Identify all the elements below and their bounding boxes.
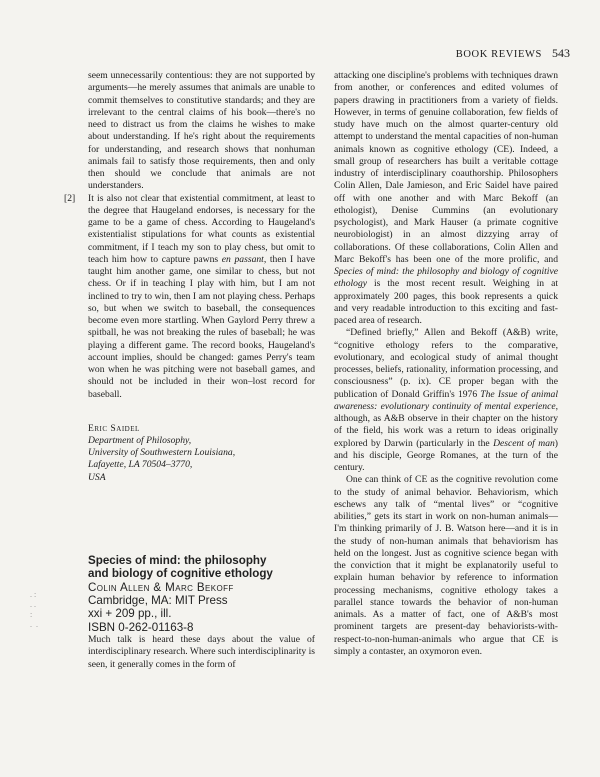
review-heading [88,554,315,634]
footnote-text-b: , then I have taught him another game, one similar to chess, but not chess. Or if in teaching I play with him, but I am not inclined to try to win, then I am not playing chess. Perhaps so, but when we switch to baseball, the consequences become even more startling. When Gaylord Perry threw a spitball, he was not breaking the rules of baseball; he was playing a different game. The record books, Haugeland's account implies, should be changed: games Perry's team won when he was pitching were not baseball games, and should not be included in their won–lost record for baseball. [88,253,315,400]
right-paragraph-1 [334,70,558,327]
footnote-text-a: It is also not clear that existential commitment, at least to the degree that Haugeland endorses, is necessary for the game to be a game of chess. According to Haugeland's existentialist stipulations for what counts as existential commitment, if I teach my son to play chess, but omit to teach him how to capture pawns [88,192,315,265]
book-publisher: Cambridge, MA: MIT Press [88,593,228,607]
margin-marks: . : . . : . . [30,590,38,629]
footnote-number: [2] [64,192,76,204]
right-p2-text-a: “Defined briefly,” Allen and Bekoff (A&B) write, “cognitive ethology refers to the comparative, evolutionary, and ecological study of animal thought processes, beliefs, rationality, information processing, and consciousness” (p. ix). CE proper began with the publication of Donald Griffin's 1976 [334,327,558,400]
footnote-italic: en passant [221,253,264,265]
right-p2-text-c: ) and his disciple, George Romanes, at the turn of the century. [334,437,558,473]
author-name: Eric Saidel [88,422,140,434]
right-p1-text-a: attacking one discipline's problems with techniques drawn from another, or conferences and edited volumes of papers drawing in practitioners from a variety of fields. However, in terms of genuine collaboration, few fields of study have much on the almost quarter-century old attempt to understand the mental capacities of non-human animals known as cognitive ethology (CE). Indeed, a small group of researchers has built a veritable cottage industry of interdisciplinary coauthorship. Philosophers Colin Allen, Dale Jamieson, and Eric Saidel have paired off with one another and with Marc Bekoff (an ethologist), Denise Cummins (an evolutionary psychologist), and Mark Hauser (a primate cognitive neurobiologist) in an almost dizzying array of collaborations. Of these collaborations, Colin Allen and Marc Bekoff's has been one of the more prolific, and [334,70,558,265]
book-isbn: ISBN 0-262-01163-8 [88,620,194,634]
city: Lafayette, LA 70504–3770, [88,459,193,471]
page-number: 543 [552,46,570,60]
footnote-2 [64,192,315,401]
left-paragraph-1: seem unnecessarily contentious: they are not supported by arguments—he merely assumes that animals are unable to commit themselves to constitutive standards; and they are irrelevant to the central claims of his book—there's no need to distract us from the claims he wishes to make about understanding. If he's right about the requirements for understanding, and research shows that nonhuman animals fail to satisfy those requirements, then and only then should we conclude that animals are not understanders. [88,70,315,192]
right-p1-text-b: is the most recent result. Weighing in at approximately 200 pages, this book represents a quick and very readable introduction to this exciting and fast-paced area of research. [334,278,558,326]
section-title: BOOK REVIEWS [455,49,542,60]
griffin-title-italic: The Issue of animal awareness: evolutionary continuity of mental experience [334,388,558,412]
right-paragraph-3: One can think of CE as the cognitive revolution come to the study of animal behavior. Behaviorism, which eschews any talk of “mental lives” or “cognitive abilities,” gets its start in work on non-human animals—I'm thinking primarily of J. B. Watson here—and it is in the study of non-human animals that behaviorism has held on the longest. Just as cognitive science began with the conviction that it might be explanatorily useful to explain human behavior by reference to information processing mechanisms, cognitive ethology takes a parallel stance towards the behavior of non-human animals. As a matter of fact, one of A&B's most prominent targets are present-day behaviorists-with-respect-to-non-human-animals who argue that CE is simply a contaster, an oxymoron even. [334,474,558,657]
book-title-line-1: Species of mind: the philosophy [88,553,267,567]
book-authors: Colin Allen & Marc Bekoff [88,580,234,594]
book-pages: xxi + 209 pp., ill. [88,607,172,621]
book-title-italic: Species of mind: the philosophy and biology of cognitive ethology [334,266,558,290]
right-p2-text-b: , although, as A&B observe in their chapter on the history of the field, his work was a return to ideas originally explored by Darwin (particularly in the [334,400,558,449]
left-column [64,70,315,671]
review-intro: Much talk is heard these days about the value of interdisciplinary research. Where such interdisciplinarity is seen, it generally comes in the form of [88,634,315,670]
department: Department of Philosophy, [88,434,192,446]
running-header [456,46,570,61]
signature-block [88,423,315,484]
right-paragraph-2 [334,327,558,474]
country: USA [88,471,106,483]
descent-title-italic: Descent of man [493,437,555,449]
book-title-line-2: and biology of cognitive ethology [88,567,273,581]
right-column [334,70,558,658]
university: University of Southwestern Louisiana, [88,447,236,459]
